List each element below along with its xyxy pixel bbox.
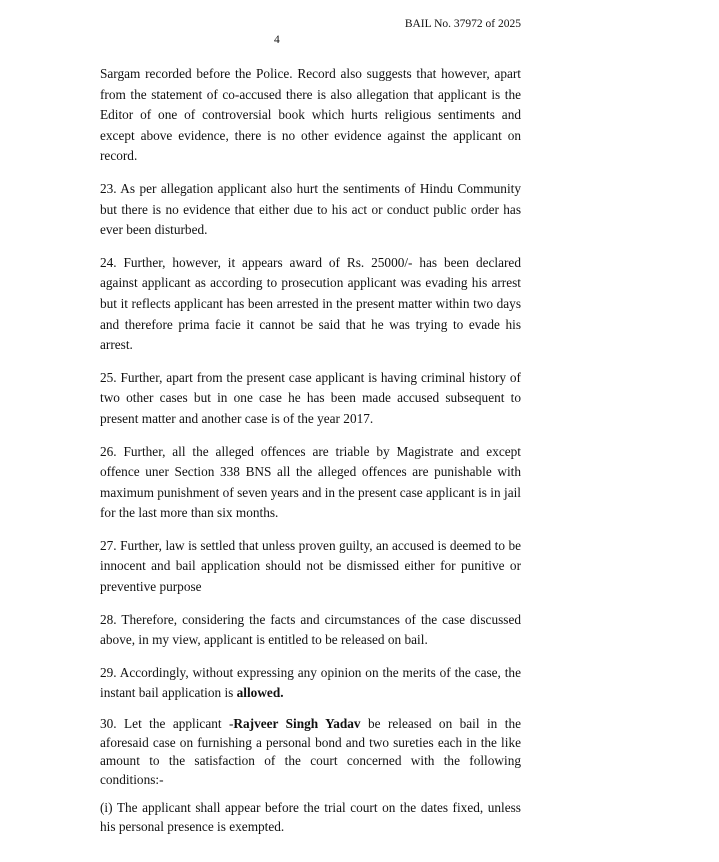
paragraph-23: 23. As per allegation applicant also hurt the sentiments of Hindu Community but there is no evidence that either due to his act or conduct public order has ever been disturbed. [100,180,521,238]
order-body [100,64,521,837]
paragraph-25: 25. Further, apart from the present case applicant is having criminal history of two other cases but in one case he has been made accused subsequent to present matter and another case is of the year 2017. [100,369,521,426]
paragraph-24: 24. Further, however, it appears award of Rs. 25000/- has been declared against applicant as according to prosecution applicant was evading his arrest but it reflects applicant has been arrested in the present matter within two days and therefore prima facie it cannot be said that he was trying to evade his arrest. [100,254,521,353]
paragraph-28: 28. Therefore, considering the facts and circumstances of the case discussed above, in my view, applicant is entitled to be released on bail. [100,611,521,648]
case-number-header: BAIL No. 37972 of 2025 [404,18,521,30]
page-number: 4 [274,34,280,46]
paragraph-30 [100,715,521,789]
paragraph-29-text: 29. Accordingly, without expressing any opinion on the merits of the case, the instant bail application is [100,664,521,701]
paragraph-27: 27. Further, law is settled that unless proven guilty, an accused is deemed to be innocent and bail application should not be dismissed either for punitive or preventive purpose [100,537,521,595]
bail-allowed-text: allowed. [236,685,284,701]
paragraph-29 [100,663,521,704]
paragraph-26: 26. Further, all the alleged offences are triable by Magistrate and except offence uner Section 338 BNS all the alleged offences are punishable with maximum punishment of seven years and in the present case applicant is in jail for the last more than six months. [100,443,521,521]
applicant-name: Rajveer Singh Yadav [233,716,361,732]
condition-1: (i) The applicant shall appear before the trial court on the dates fixed, unless his personal presence is exempted. [100,800,521,834]
paragraph-30-text: be released on bail in the aforesaid case on furnishing a personal bond and two sureties each in the like amount to the satisfaction of the court concerned with the following conditions:- [100,716,521,787]
paragraph-continuation: Sargam recorded before the Police. Record also suggests that however, apart from the statement of co-accused there is also allegation that applicant is the Editor of one of controversial book which hurts religious sentiments and except above evidence, there is no other evidence against the applicant on record. [100,66,521,164]
paragraph-30-intro: 30. Let the applicant - [100,716,234,732]
